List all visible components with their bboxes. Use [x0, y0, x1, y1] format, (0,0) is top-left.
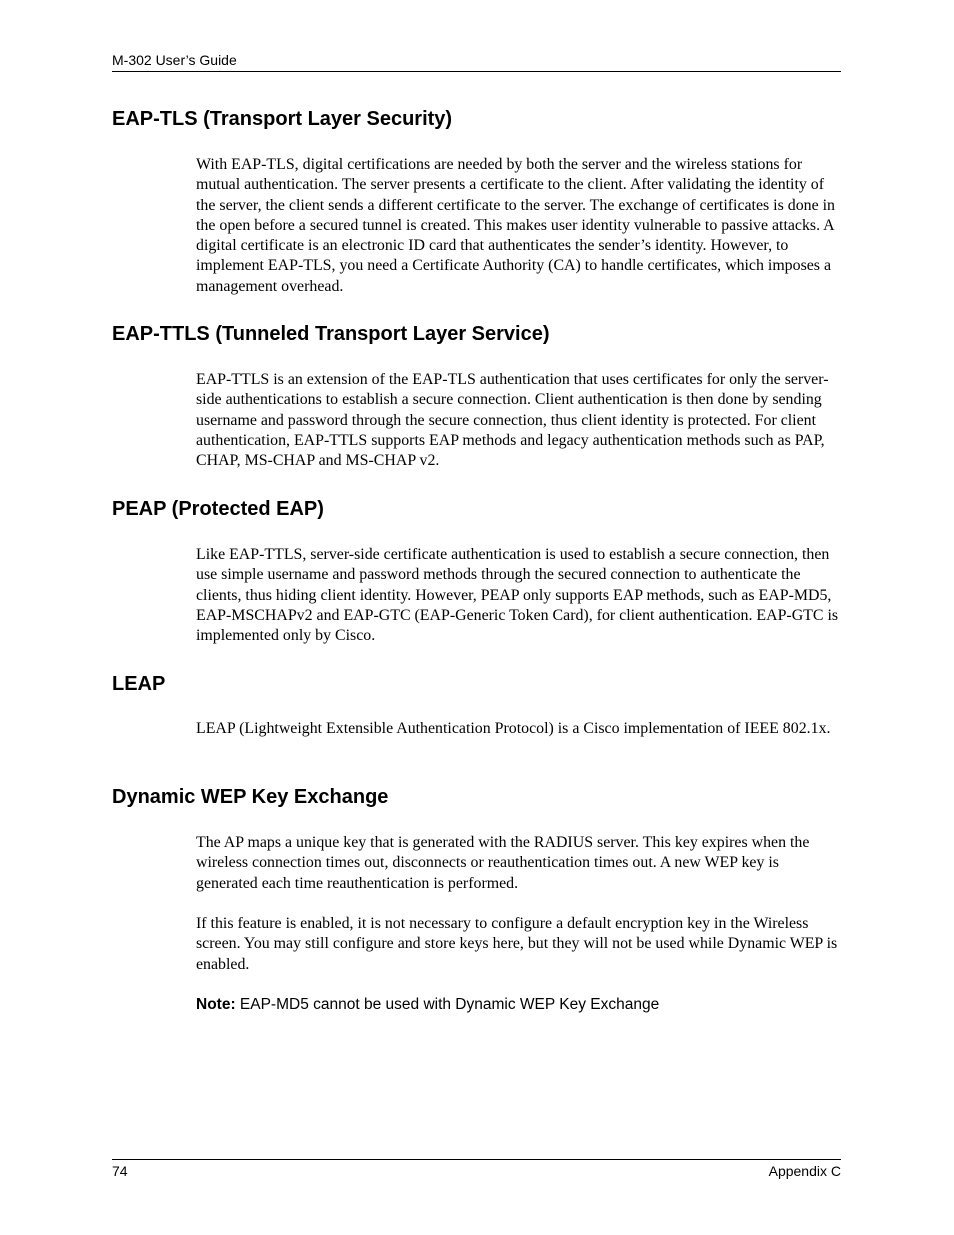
note — [196, 995, 841, 1015]
paragraph-leap: LEAP (Lightweight Extensible Authentication Protocol) is a Cisco implementation of IEEE 802.1x. — [196, 720, 831, 737]
paragraph-peap: Like EAP-TTLS, server-side certificate authentication is used to establish a secure connection, then use simple username and password methods through the secured connection to authenticate the clients, thus hiding client identity. However, PEAP only supports EAP methods, such as EAP-MD5, EAP-MSCHAPv2 and EAP-GTC (EAP-Generic Token Card), for client authentication. EAP-GTC is implemented only by Cisco. — [196, 546, 839, 645]
page-number: 74 — [112, 1163, 128, 1179]
header-rule — [112, 71, 841, 72]
paragraph-eap-ttls: EAP-TTLS is an extension of the EAP-TLS authentication that uses certificates for only the server-side authentications to establish a secure connection. Client authentication is then done by sending username and password through the secure connection, thus client identity is protected. For client authentication, EAP-TTLS supports EAP methods and legacy authentication methods such as PAP, CHAP, MS-CHAP and MS-CHAP v2. — [196, 371, 829, 470]
paragraph-dynamic-wep-1: The AP maps a unique key that is generated with the RADIUS server. This key expires when the wireless connection times out, disconnects or reauthentication times out. A new WEP key is generated each time reauthentication is performed. — [196, 834, 810, 892]
footer-section-label: Appendix C — [768, 1163, 841, 1179]
note-label: Note: — [196, 996, 236, 1013]
heading-dynamic-wep: Dynamic WEP Key Exchange — [112, 786, 389, 808]
heading-eap-ttls: EAP-TTLS (Tunneled Transport Layer Service) — [112, 323, 550, 345]
running-header: M-302 User’s Guide — [112, 52, 237, 68]
paragraph-dynamic-wep-2: If this feature is enabled, it is not necessary to configure a default encryption key in the Wireless screen. You may still configure and store keys here, but they will not be used while Dynamic WEP is enabled. — [196, 915, 838, 973]
note-text: EAP-MD5 cannot be used with Dynamic WEP Key Exchange — [239, 996, 660, 1013]
heading-leap: LEAP — [112, 673, 166, 695]
heading-peap: PEAP (Protected EAP) — [112, 498, 324, 520]
heading-eap-tls: EAP-TLS (Transport Layer Security) — [112, 108, 453, 130]
footer-rule — [112, 1159, 841, 1160]
paragraph-eap-tls: With EAP-TLS, digital certifications are needed by both the server and the wireless stations for mutual authentication. The server presents a certificate to the client. After validating the identity of the server, the client sends a different certificate to the server. The exchange of certificates is done in the open before a secured tunnel is created. This makes user identity vulnerable to passive attacks. A digital certificate is an electronic ID card that authenticates the sender’s identity. However, to implement EAP-TLS, you need a Certificate Authority (CA) to handle certificates, which imposes a management overhead. — [196, 156, 835, 295]
